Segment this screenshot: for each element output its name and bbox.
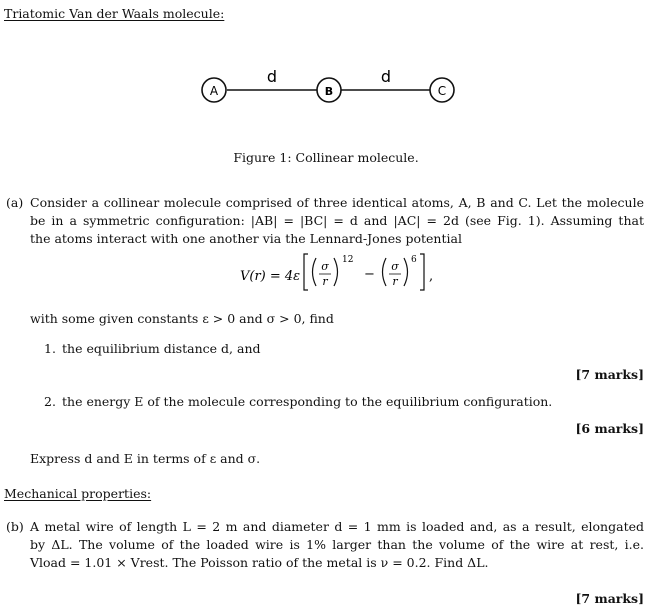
part-b-label: (b) xyxy=(6,519,24,534)
part-a-after-equation: with some given constants ε > 0 and σ > 0, find xyxy=(30,311,334,326)
section-title-mechanical: Mechanical properties: xyxy=(4,486,152,501)
figure-caption: Figure 1: Collinear molecule. xyxy=(233,150,419,165)
item-1-text: the equilibrium distance d, and xyxy=(62,341,261,356)
part-a-line-1: Consider a collinear molecule comprised of three identical atoms, A, B and C. Let the molecule xyxy=(30,195,644,210)
frac-1-den: r xyxy=(322,275,328,288)
frac-2-num: σ xyxy=(391,260,399,273)
exponent-12: 12 xyxy=(342,255,354,265)
equation-minus: − xyxy=(364,267,375,282)
part-a-line-2: be in a symmetric configuration: |AB| = |BC| = d and |AC| = 2d (see Fig. 1). Assuming that xyxy=(30,213,644,228)
item-2-text: the energy E of the molecule corresponding to the equilibrium configuration. xyxy=(62,394,553,409)
part-b-line-2: by ΔL. The volume of the loaded wire is 1% larger than the volume of the wire at rest, i.e. xyxy=(30,537,644,552)
part-a-express: Express d and E in terms of ε and σ. xyxy=(30,451,261,466)
item-2-marks: [6 marks] xyxy=(575,421,644,436)
part-b-marks: [7 marks] xyxy=(575,591,644,606)
frac-1-num: σ xyxy=(321,260,329,273)
item-1-number: 1. xyxy=(44,341,56,356)
left-square-bracket xyxy=(304,254,308,290)
section-title-van-der-waals: Triatomic Van der Waals molecule: xyxy=(4,6,225,21)
atom-b-label: B xyxy=(324,85,334,98)
atom-c-label: C xyxy=(437,84,447,98)
part-a-label: (a) xyxy=(6,195,24,210)
part-b-line-3: Vload = 1.01 × Vrest. The Poisson ratio of the metal is ν = 0.2. Find ΔL. xyxy=(30,555,489,570)
equation-lhs: V(r) = 4ε xyxy=(240,269,301,284)
bond-bc-label: d xyxy=(380,67,392,86)
part-a-line-3: the atoms interact with one another via the Lennard-Jones potential xyxy=(30,231,462,246)
paren-2-left xyxy=(383,258,387,286)
frac-2-den: r xyxy=(392,275,398,288)
atom-a-label: A xyxy=(209,84,219,98)
paren-1-left xyxy=(313,258,317,286)
item-1-marks: [7 marks] xyxy=(575,367,644,382)
right-square-bracket xyxy=(420,254,424,290)
collinear-molecule-figure xyxy=(190,62,460,112)
lennard-jones-equation xyxy=(240,246,440,296)
bond-ab-label: d xyxy=(266,67,278,86)
exponent-6: 6 xyxy=(411,255,417,265)
paren-1-right xyxy=(334,258,338,286)
paren-2-right xyxy=(404,258,408,286)
item-2-number: 2. xyxy=(44,394,56,409)
part-b-line-1: A metal wire of length L = 2 m and diameter d = 1 mm is loaded and, as a result, elongated xyxy=(30,519,644,534)
equation-comma: , xyxy=(429,269,434,284)
